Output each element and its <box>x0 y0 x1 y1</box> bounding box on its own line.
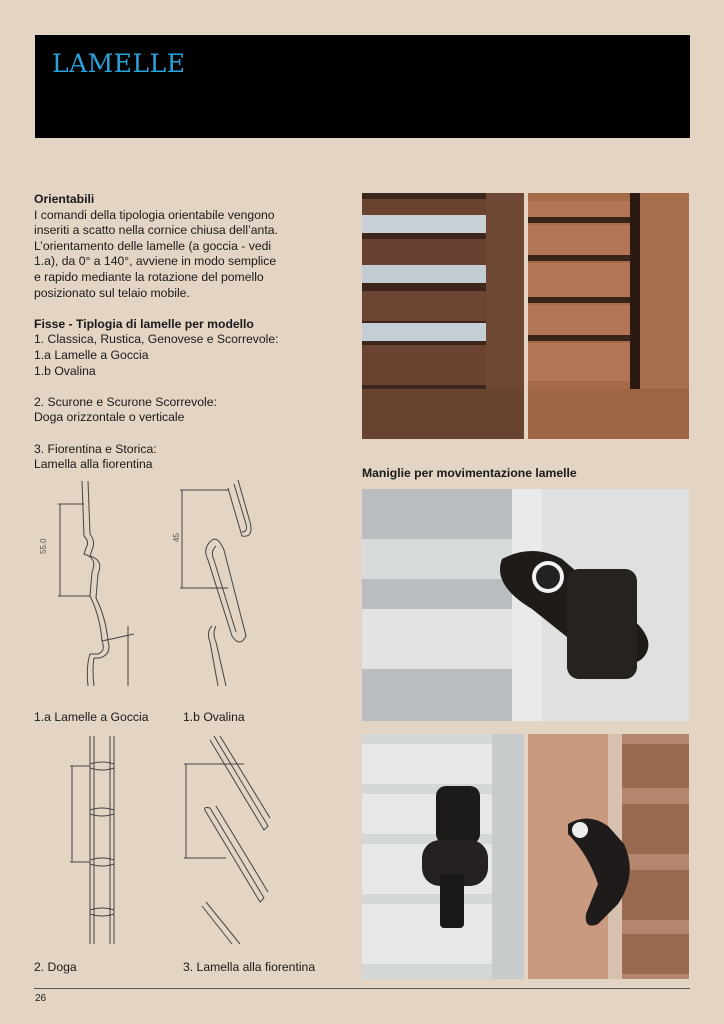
caption-doga: 2. Doga <box>34 960 77 974</box>
handle-photo-brown <box>528 734 689 979</box>
ovalina-profile-drawing <box>172 476 282 691</box>
doga-profile-drawing <box>60 734 130 949</box>
orientabili-line: L’orientamento delle lamelle (a goccia - vedi <box>34 238 272 253</box>
caption-ovalina: 1.b Ovalina <box>183 710 245 724</box>
orientabili-line: posizionato sul telaio mobile. <box>34 285 190 300</box>
goccia-profile-drawing <box>40 476 150 691</box>
fisse-line: Lamella alla fiorentina <box>34 457 153 472</box>
fisse-line: 1.a Lamelle a Goccia <box>34 347 149 362</box>
goccia-dimension: 55.0 <box>39 538 48 554</box>
fiorentina-profile-drawing <box>180 734 280 949</box>
page-title: LAMELLE <box>52 49 186 78</box>
description-text <box>34 192 334 473</box>
orientabili-line: 1.a), da 0° a 140°, avviene in modo semplice <box>34 254 277 269</box>
fisse-heading: Fisse - Tiplogia di lamelle per modello <box>34 316 254 331</box>
ovalina-dimension: 45 <box>172 533 181 542</box>
handle-photo-closeup <box>362 489 689 721</box>
fisse-line: Doga orizzontale o verticale <box>34 410 185 425</box>
fisse-line: 1. Classica, Rustica, Genovese e Scorrevole: <box>34 332 279 347</box>
orientabili-line: e rapido mediante la rotazione del pomello <box>34 269 264 284</box>
fisse-line: 1.b Ovalina <box>34 363 96 378</box>
footer-rule <box>34 988 690 989</box>
handle-photo-white <box>362 734 524 979</box>
orientabili-heading: Orientabili <box>34 192 95 206</box>
header-band <box>35 35 690 138</box>
fisse-line: 2. Scurone e Scurone Scorrevole: <box>34 394 217 409</box>
orientabili-line: inseriti a scatto nella cornice chiusa dell’anta. <box>34 223 278 238</box>
shutter-photo-wood <box>528 193 689 439</box>
caption-goccia: 1.a Lamelle a Goccia <box>34 710 149 724</box>
fisse-line: 3. Fiorentina e Storica: <box>34 441 157 456</box>
orientabili-line: I comandi della tipologia orientabile vengono <box>34 207 275 222</box>
caption-fiorentina: 3. Lamella alla fiorentina <box>183 960 316 974</box>
page-number: 26 <box>35 993 47 1004</box>
handles-caption: Maniglie per movimentazione lamelle <box>362 466 577 480</box>
shutter-photo-dark <box>362 193 524 439</box>
